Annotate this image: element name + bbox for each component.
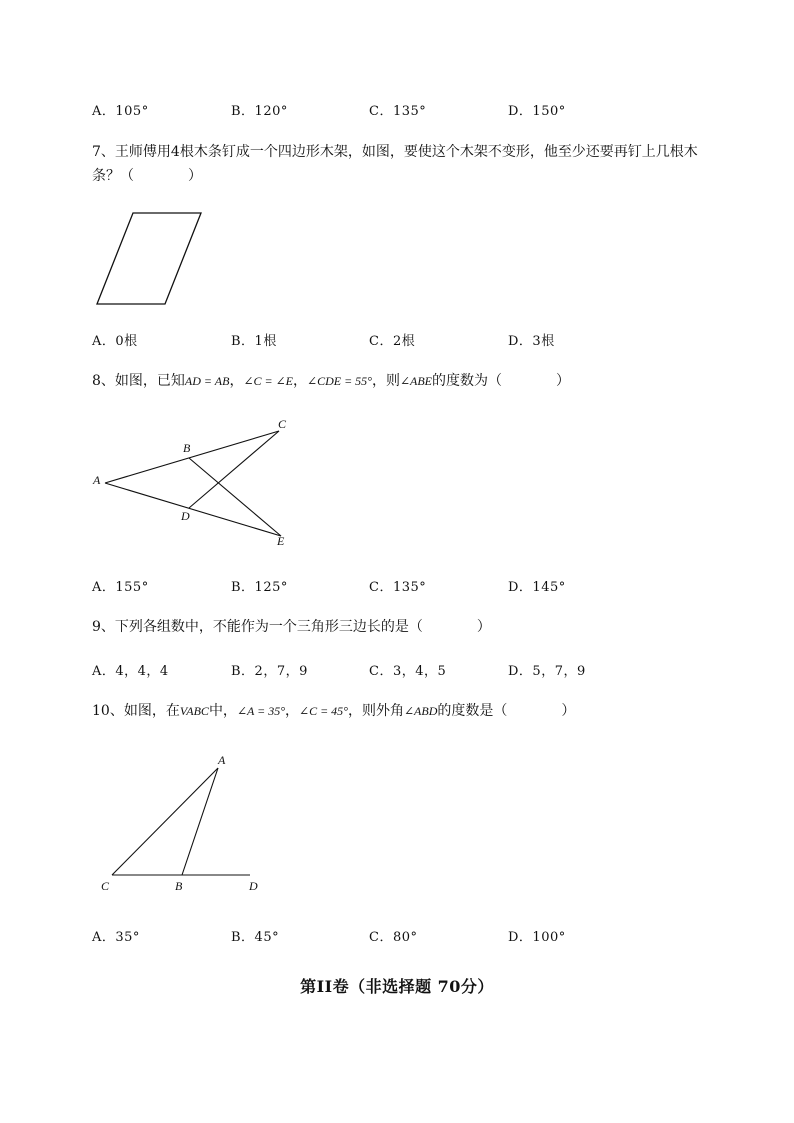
segment-ab [182, 768, 218, 875]
q10-triangle-figure [92, 748, 272, 896]
q9-question: 9、下列各组数中，不能作为一个三角形三边长的是（ ） [92, 619, 491, 635]
q10-option-c: C．80° [369, 930, 418, 945]
parallelogram-frame [97, 213, 201, 304]
q10-option-d: D．100° [508, 930, 566, 945]
q8-options [92, 576, 732, 598]
q10-math-triangle-abc: VABC [179, 704, 209, 718]
q10-math-angle-c: ∠C = 45° [299, 704, 348, 718]
q6-option-b: B．120° [231, 104, 288, 119]
q10-math-angle-abd: ∠ABD [403, 704, 438, 718]
q10-option-b: B．45° [231, 930, 280, 945]
q10-label-a: A [218, 753, 226, 767]
q7-parallelogram-figure [92, 208, 208, 310]
segment-be [189, 458, 281, 536]
q9-option-c: C．3，4，5 [369, 664, 447, 679]
q6-option-d: D．150° [508, 104, 566, 119]
q8-math-ad-ab: AD = AB [184, 374, 230, 388]
q8-label-a: A [93, 473, 101, 487]
q8-option-b: B．125° [231, 580, 288, 595]
q7-options [92, 330, 732, 352]
q6-option-c: C．135° [369, 104, 427, 119]
segment-ac [105, 431, 279, 483]
q6-options [92, 100, 732, 122]
q10-label-d: D [249, 879, 258, 893]
q6-option-a: A．105° [92, 104, 149, 119]
segment-ca [112, 768, 218, 875]
q10-options [92, 926, 732, 948]
q8-math-angle-abe: ∠ABE [399, 374, 433, 388]
q7-option-d: D．3根 [508, 334, 555, 349]
q10-option-a: A．35° [92, 930, 140, 945]
q7-option-a: A．0根 [92, 334, 138, 349]
q9-options [92, 660, 732, 682]
q8-question: 8、如图，已知AD = AB，∠C = ∠E，∠CDE = 55°，则∠ABE的度数为（ ） [92, 373, 571, 389]
q10-question: 10、如图，在VABC中，∠A = 35°，∠C = 45°，则外角∠ABD的度数是（ ） [92, 703, 576, 719]
q9-option-d: D．5，7，9 [508, 664, 586, 679]
q9-option-a: A．4，4，4 [92, 664, 169, 679]
q7-question [92, 140, 698, 188]
q7-line2: 条？（ ） [92, 168, 202, 184]
q10-label-b: B [175, 879, 183, 893]
q8-math-angle-cde: ∠CDE = 55° [307, 374, 372, 388]
q8-label-c: C [278, 417, 287, 431]
q10-math-angle-a: ∠A = 35° [236, 704, 286, 718]
section-ii-title: 第II卷（非选择题 70分） [300, 977, 494, 996]
q8-option-d: D．145° [508, 580, 566, 595]
q8-option-c: C．135° [369, 580, 427, 595]
q8-label-d: D [181, 509, 190, 523]
q7-line1: 7、王师傅用4根木条钉成一个四边形木架，如图，要使这个木架不变形，他至少还要再钉上几根木 [92, 144, 698, 160]
q8-option-a: A．155° [92, 580, 149, 595]
q9-option-b: B．2，7，9 [231, 664, 308, 679]
q8-label-b: B [183, 441, 191, 455]
q8-math-angle-c-e: ∠C = ∠E [243, 374, 294, 388]
q8-triangles-figure [88, 412, 308, 552]
q7-option-c: C．2根 [369, 334, 416, 349]
q10-label-c: C [101, 879, 110, 893]
segment-ae [105, 483, 281, 536]
q7-option-b: B．1根 [231, 334, 277, 349]
q8-label-e: E [277, 534, 285, 548]
